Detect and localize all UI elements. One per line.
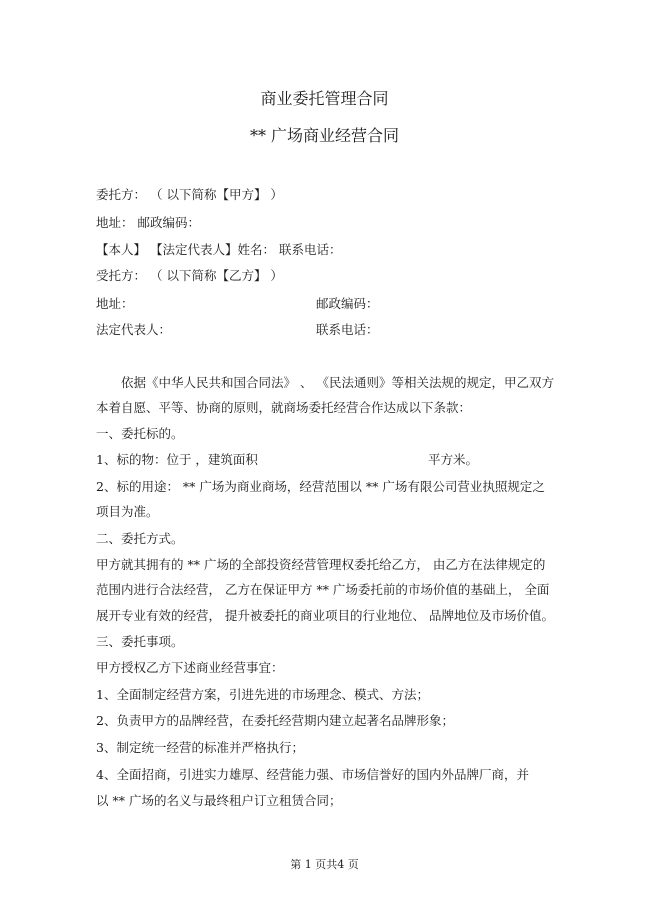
section-3-item-2: 2、负责甲方的品牌经营，在委托经营期内建立起著名品牌形象； [96,713,454,728]
section-2-line-1: 甲方就其拥有的 ** 广场的全部投资经营管理权委托给乙方， 由乙方在法律规定的 [96,557,546,572]
preamble-line-2: 本着自愿、平等、协商的原则，就商场委托经营合作达成以下条款： [96,400,472,415]
section-3-intro: 甲方授权乙方下述商业经营事宜： [96,660,284,675]
agent-address-label: 地址： [96,296,134,311]
section-1-heading: 一、委托标的。 [96,426,184,441]
client-line: 委托方： （ 以下简称【甲方】 ） [96,187,283,202]
agent-representative-label: 法定代表人： [96,322,172,337]
client-address-line: 地址： 邮政编码： [96,215,200,230]
section-1-item-1-unit: 平方米。 [428,452,479,467]
agent-postcode-label: 邮政编码： [316,296,379,311]
section-1-item-2-line-1: 2、标的用途： ** 广场为商业商场，经营范围以 ** 广场有限公司营业执照规定之 [96,479,545,494]
section-3-item-4-line-1: 4、全面招商，引进实力雄厚、经营能力强、市场信誉好的国内外品牌厂商，并 [96,767,529,782]
document-subtitle: ** 广场商业经营合同 [249,126,400,145]
section-3-heading: 三、委托事项。 [96,634,184,649]
section-3-item-1: 1、全面制定经营方案，引进先进的市场理念、模式、方法； [96,687,429,702]
section-2-heading: 二、委托方式。 [96,531,184,546]
section-3-item-4-line-2: 以 ** 广场的名义与最终租户订立租赁合同； [96,793,342,808]
document-title: 商业委托管理合同 [260,89,389,108]
section-1-item-1: 1、标的物：位于 ，建筑面积 [96,452,258,467]
section-2-line-2: 范围内进行合法经营， 乙方在保证甲方 ** 广场委托前的市场价值的基础上， 全面 [96,582,550,597]
section-1-item-2-line-2: 项目为准。 [96,504,159,519]
preamble-line-1: 依据《中华人民共和国合同法》 、 《民法通则》等相关法规的规定，甲乙双方 [121,375,554,390]
agent-phone-label: 联系电话： [316,322,379,337]
agent-line: 受托方： （ 以下简称【乙方】 ） [96,268,283,283]
section-3-item-3: 3、制定统一经营的标准并严格执行； [96,740,304,755]
client-representative-line: 【本人】 【法定代表人】姓名： 联系电话： [96,242,342,257]
section-2-line-3: 展开专业有效的经营， 提升被委托的商业项目的行业地位、 品牌地位及市场价值。 [96,608,554,623]
page-footer: 第 1 页共4 页 [290,858,359,871]
